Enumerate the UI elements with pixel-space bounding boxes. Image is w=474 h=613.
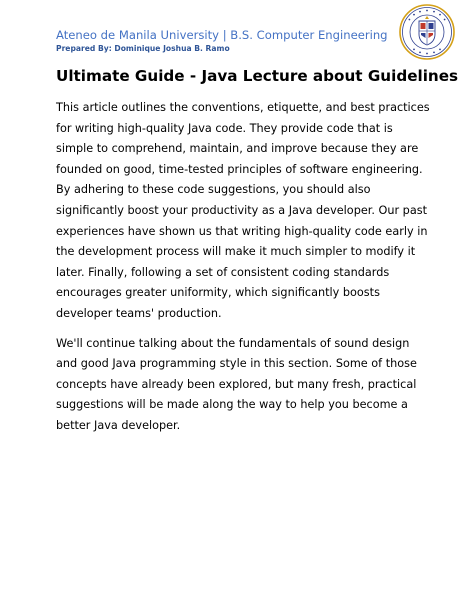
paragraph: This article outlines the conventions, etiquette, and best practices for writing high-quality Java code. They provide code that is simple to comprehend, maintain, and improve because they are founded on good, time-tested principles of software engineering. By adhering to these code suggestions, you should also significantly boost your productivity as a Java developer. Our past experiences have shown us that writing high-quality code early in the development process will make it much simpler to modify it later. Finally, following a set of consistent coding standards encourages greater uniformity, which significantly boosts developer teams' production. xyxy=(56,101,430,320)
article-body xyxy=(56,98,430,446)
article-title: Ultimate Guide - Java Lecture about Guidelines xyxy=(56,67,459,85)
prepared-by: Prepared By: Dominique Joshua B. Ramo xyxy=(56,44,230,53)
paragraph: We'll continue talking about the fundamentals of sound design and good Java programming style in this section. Some of those concepts have already been explored, but many fresh, practical suggestions will be made along the way to help you become a better Java developer. xyxy=(56,336,417,432)
university-line: Ateneo de Manila University | B.S. Computer Engineering xyxy=(56,28,388,42)
document-header xyxy=(56,28,386,54)
university-seal-icon xyxy=(399,4,455,60)
